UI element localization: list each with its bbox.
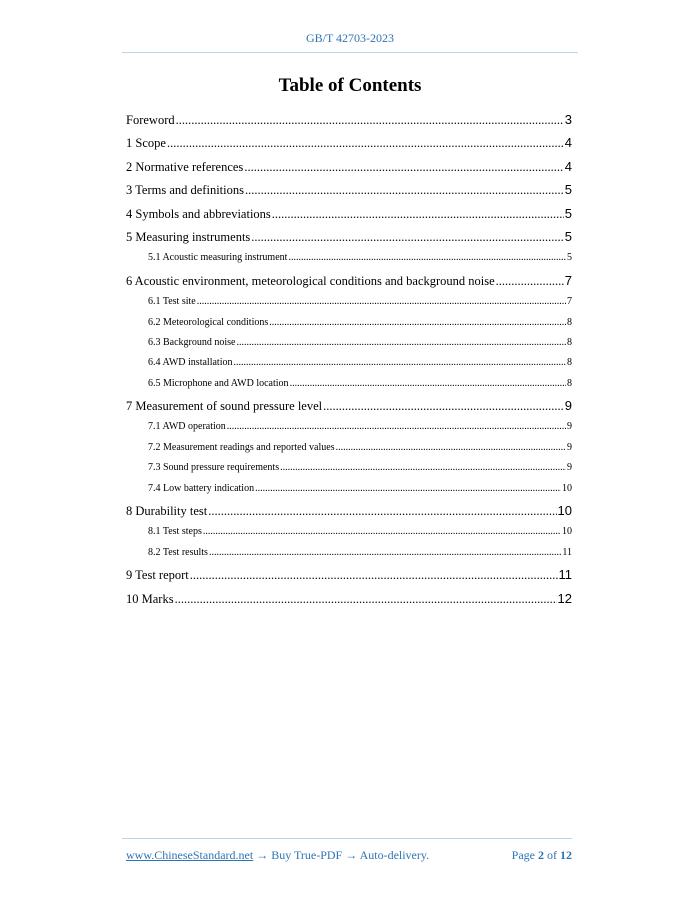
- toc-entry-title: 9 Test report: [126, 568, 189, 583]
- toc-entry-title: 4 Symbols and abbreviations: [126, 206, 271, 221]
- toc-entry-title: 6.4 AWD installation: [148, 357, 233, 369]
- toc-subentry[interactable]: [126, 248, 572, 268]
- toc-entry-page: 10: [562, 482, 572, 494]
- toc-entry-title: 8 Durability test: [126, 504, 208, 519]
- toc-entry-title: 2 Normative references: [126, 159, 244, 174]
- dot-leader: [255, 479, 561, 499]
- toc-entry-title: 7.3 Sound pressure requirements: [148, 462, 280, 474]
- toc-entry[interactable]: [126, 131, 572, 154]
- dot-leader: [290, 374, 566, 394]
- running-header: GB/T 42703-2023: [305, 31, 395, 45]
- dot-leader: [197, 292, 566, 312]
- toc-entry-page: 5: [567, 252, 572, 264]
- toc-entry-title: 7.2 Measurement readings and reported values: [148, 441, 335, 453]
- toc-entry-title: 6.5 Microphone and AWD location: [148, 377, 289, 389]
- dot-leader: [323, 395, 564, 417]
- dot-leader: [237, 333, 567, 353]
- dot-leader: [190, 564, 558, 586]
- toc-entry-page: 7: [567, 296, 572, 308]
- toc-subentry[interactable]: [126, 353, 572, 373]
- toc-subentry[interactable]: [126, 417, 572, 437]
- toc-entry-title: 10 Marks: [126, 591, 174, 606]
- toc-subentry[interactable]: [126, 374, 572, 394]
- dot-leader: [245, 179, 564, 201]
- toc-entry-title: Foreword: [126, 113, 175, 127]
- dot-leader: [280, 458, 566, 478]
- dot-leader: [167, 132, 564, 154]
- toc-entry[interactable]: [126, 394, 572, 417]
- toc-entry[interactable]: [126, 587, 572, 610]
- toc-subentry[interactable]: [126, 479, 572, 499]
- dot-leader: [244, 156, 563, 178]
- toc-entry-title: 5.1 Acoustic measuring instrument: [148, 252, 288, 264]
- header-divider: [122, 52, 578, 53]
- toc-entry-title: 8.1 Test steps: [148, 526, 202, 538]
- current-page-number: 2: [538, 848, 544, 862]
- of-label: of: [547, 848, 557, 862]
- toc-entry-page: 9: [567, 441, 572, 453]
- promo-text: → Buy True-PDF → Auto-delivery.: [253, 848, 430, 862]
- total-pages-number: 12: [560, 848, 572, 862]
- toc-entry-page: 7: [564, 272, 572, 288]
- toc-entry-page: 12: [557, 590, 572, 606]
- toc-entry-page: 5: [564, 228, 572, 244]
- website-link[interactable]: www.ChineseStandard.net: [126, 848, 254, 862]
- toc-entry-page: 4: [564, 158, 572, 174]
- toc-entry-page: 10: [562, 526, 572, 538]
- dot-leader: [209, 543, 561, 563]
- toc-entry-title: 7.4 Low battery indication: [148, 482, 255, 494]
- toc-entry-page: 8: [567, 336, 572, 348]
- toc-entry-page: 9: [567, 421, 572, 433]
- toc-entry[interactable]: [126, 563, 572, 586]
- toc-entry-page: 10: [557, 503, 572, 519]
- dot-leader: [496, 270, 564, 292]
- dot-leader: [269, 313, 566, 333]
- toc-entry[interactable]: [126, 178, 572, 201]
- toc-entry-title: 6.1 Test site: [148, 296, 196, 308]
- dot-leader: [175, 588, 557, 610]
- toc-entry-title: 6 Acoustic environment, meteorological conditions and background noise: [126, 273, 495, 288]
- toc-entry-page: 9: [567, 462, 572, 474]
- toc-subentry[interactable]: [126, 458, 572, 478]
- page-label: Page: [511, 848, 535, 862]
- footer-left: [126, 848, 429, 863]
- dot-leader: [272, 203, 564, 225]
- toc-entry[interactable]: [126, 155, 572, 178]
- toc-entry-title: 7.1 AWD operation: [148, 421, 226, 433]
- toc-subentry[interactable]: [126, 543, 572, 563]
- toc-entry-title: 6.3 Background noise: [148, 336, 236, 348]
- toc-entry-page: 11: [562, 546, 572, 558]
- toc-entry[interactable]: [126, 225, 572, 248]
- toc-subentry[interactable]: [126, 333, 572, 353]
- toc-entry-page: 9: [564, 398, 572, 414]
- toc-entry-page: 8: [567, 357, 572, 369]
- toc-entry[interactable]: [126, 108, 572, 131]
- toc-entry-page: 8: [567, 377, 572, 389]
- page-indicator: [512, 848, 572, 863]
- table-of-contents: [126, 108, 572, 610]
- dot-leader: [176, 109, 564, 131]
- toc-entry-title: 5 Measuring instruments: [126, 229, 251, 244]
- dot-leader: [203, 522, 561, 542]
- toc-entry[interactable]: [126, 202, 572, 225]
- toc-entry-title: 1 Scope: [126, 136, 166, 151]
- toc-entry-title: 3 Terms and definitions: [126, 183, 244, 198]
- toc-entry-page: 3: [564, 112, 572, 127]
- footer-divider: [122, 838, 572, 839]
- toc-subentry[interactable]: [126, 313, 572, 333]
- footer: [126, 848, 572, 863]
- dot-leader: [251, 226, 563, 248]
- toc-subentry[interactable]: [126, 438, 572, 458]
- page-title: Table of Contents: [278, 75, 422, 96]
- toc-entry-title: 6.2 Meteorological conditions: [148, 316, 269, 328]
- dot-leader: [227, 417, 566, 437]
- toc-entry-page: 11: [558, 567, 572, 583]
- toc-entry[interactable]: [126, 499, 572, 522]
- toc-entry-page: 5: [564, 205, 572, 221]
- dot-leader: [208, 500, 556, 522]
- dot-leader: [288, 248, 566, 268]
- toc-subentry[interactable]: [126, 522, 572, 542]
- toc-entry-page: 8: [567, 316, 572, 328]
- toc-entry[interactable]: [126, 269, 572, 292]
- toc-entry-title: 8.2 Test results: [148, 546, 208, 558]
- toc-entry-title: 7 Measurement of sound pressure level: [126, 399, 323, 414]
- dot-leader: [336, 438, 566, 458]
- toc-subentry[interactable]: [126, 292, 572, 312]
- toc-entry-page: 5: [564, 182, 572, 198]
- dot-leader: [233, 353, 566, 373]
- toc-entry-page: 4: [564, 135, 572, 151]
